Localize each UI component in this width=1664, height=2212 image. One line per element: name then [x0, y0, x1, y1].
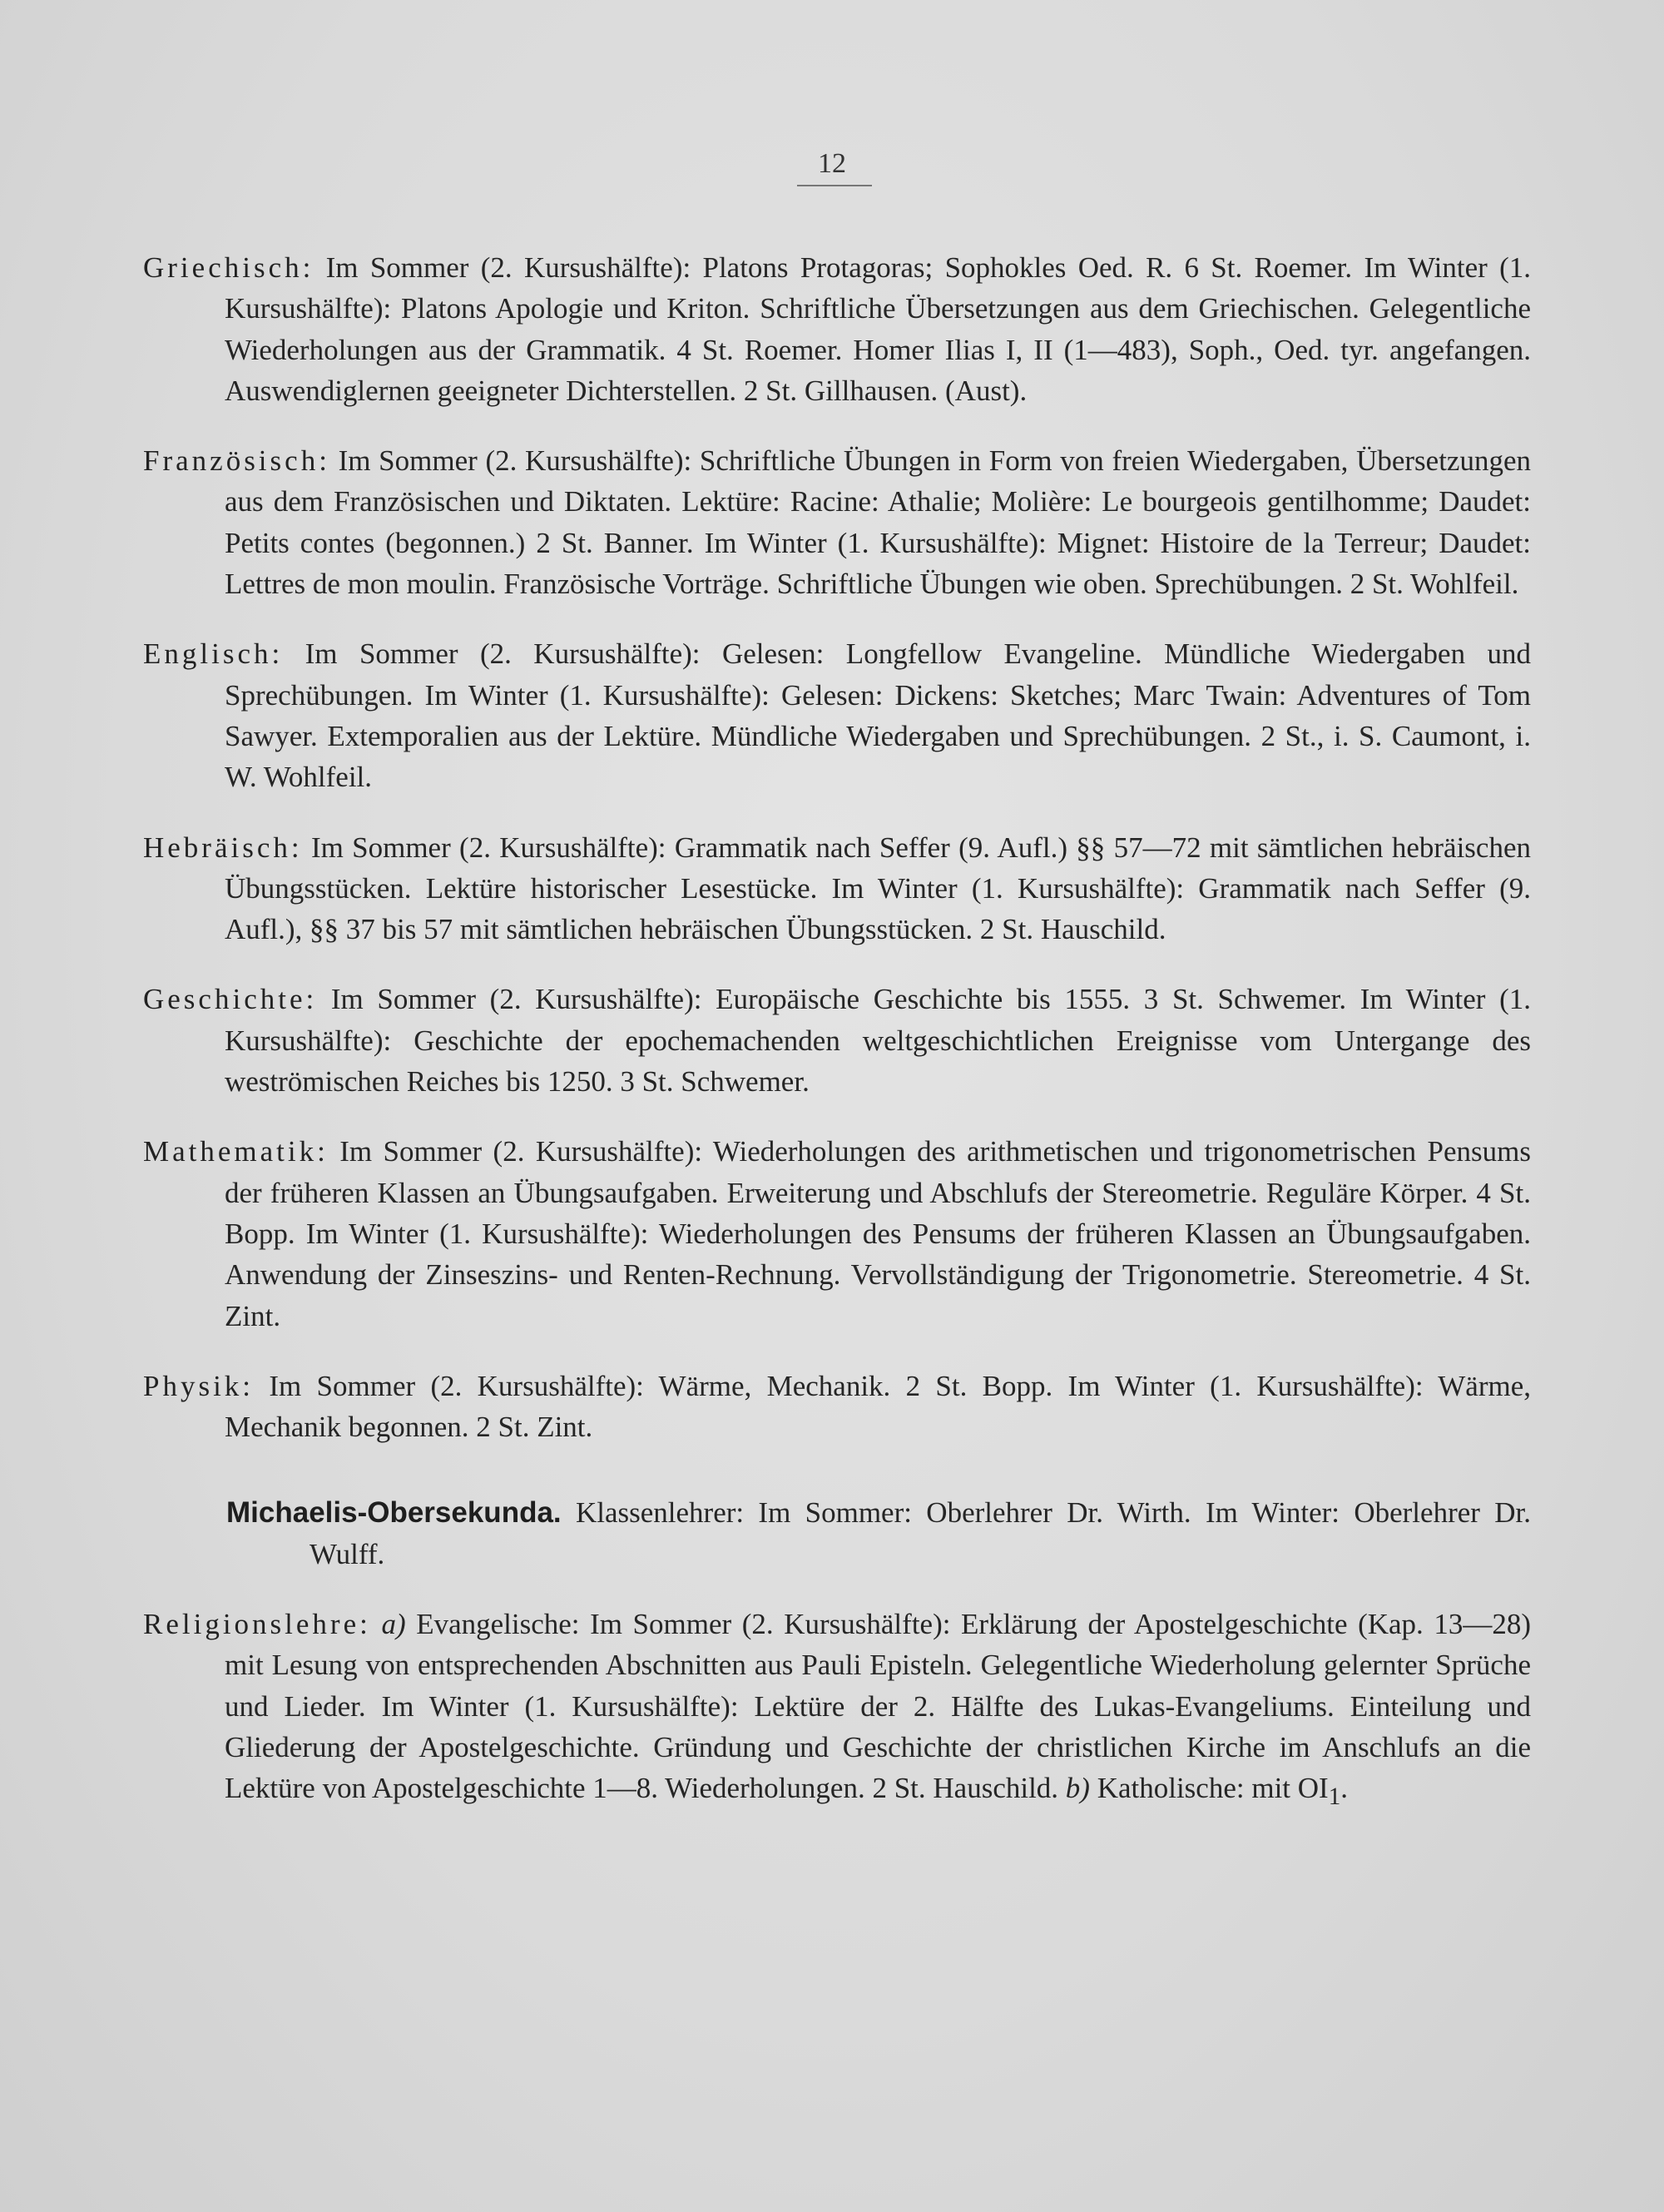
subject-heading: Hebräisch: — [143, 831, 303, 864]
page-content — [143, 218, 1531, 1837]
section-physik — [143, 1366, 1531, 1448]
section-text: Im Sommer (2. Kursushälfte): Europäische Geschichte bis 1555. 3 St. Schwemer. Im Winter (1. Kursushälfte): Geschichte der epochemachenden weltgeschichtlichen Ereignisse vom Untergange des weströmischen Reiches bis 1250. 3 St. Schwemer. — [225, 983, 1531, 1099]
section-englisch — [143, 633, 1531, 797]
page-number: 12 — [818, 148, 846, 179]
item-label-a: a) — [381, 1608, 406, 1641]
class-title: Michaelis-Obersekunda. — [226, 1496, 562, 1530]
subject-heading: Geschichte: — [143, 983, 318, 1016]
final-period: . — [1340, 1772, 1349, 1805]
class-heading — [143, 1492, 1531, 1575]
subject-heading: Mathematik: — [143, 1135, 329, 1168]
subject-heading: Religionslehre: — [143, 1608, 371, 1641]
section-geschichte — [143, 979, 1531, 1102]
section-text: Im Sommer (2. Kursushälfte): Wiederholungen des arithmetischen und trigonometrischen Pensums der früheren Klassen an Übungsaufgaben. Erweiterung und Abschlufs der Stereometrie. Reguläre Körper. 4 St. Bopp. Im Winter (1. Kursushälfte): Wiederholungen des Pensums der früheren Klassen an Übungsaufgaben. Anwendung der Zinseszins- und Renten-Rechnung. Vervollständigung der Trigonometrie. Stereometrie. 4 St. Zint. — [225, 1135, 1531, 1332]
item-label-b: b) — [1065, 1772, 1090, 1805]
section-text: Im Sommer (2. Kursushälfte): Schriftliche Übungen in Form von freien Wiedergaben, Übersetzungen aus dem Französischen und Diktaten. Lektüre: Racine: Athalie; Molière: Le bourgeois gentilhomme; Daudet: Petits contes (begonnen.) 2 St. Banner. Im Winter (1. Kursushälfte): Mignet: Histoire de la Terreur; Daudet: Lettres de mon moulin. Französische Vorträge. Schriftliche Übungen wie oben. Sprechübungen. 2 St. Wohlfeil. — [225, 444, 1531, 601]
section-text: Im Sommer (2. Kursushälfte): Grammatik nach Seffer (9. Aufl.) §§ 57—72 mit sämtlichen hebräischen Übungsstücken. Lektüre historischer Lesestücke. Im Winter (1. Kursushälfte): Grammatik nach Seffer (9. Aufl.), §§ 37 bis 57 mit sämtlichen hebräischen Übungsstücken. 2 St. Hauschild. — [225, 831, 1532, 946]
subject-heading: Physik: — [143, 1369, 255, 1402]
section-mathematik — [143, 1131, 1531, 1336]
page-number-rule — [797, 185, 872, 186]
subscript: 1 — [1328, 1783, 1341, 1811]
section-text: Im Sommer (2. Kursushälfte): Wärme, Mechanik. 2 St. Bopp. Im Winter (1. Kursushälfte): Wärme, Mechanik begonnen. 2 St. Zint. — [225, 1369, 1532, 1444]
section-text: Im Sommer (2. Kursushälfte): Platons Protagoras; Sophokles Oed. R. 6 St. Roemer. Im Winter (1. Kursushälfte): Platons Apologie und Kriton. Schriftliche Übersetzungen aus dem Griechischen. Gelegentliche Wiederholungen aus der Grammatik. 4 St. Roemer. Homer Ilias I, II (1—483), Soph., Oed. tyr. angefangen. Auswendiglernen geeigneter Dichterstellen. 2 St. Gillhausen. (Aust). — [225, 251, 1531, 407]
religion-katholisch-text: Katholische: mit OI — [1097, 1772, 1329, 1805]
subject-heading: Griechisch: — [143, 251, 314, 284]
subject-heading: Englisch: — [143, 637, 284, 671]
subject-heading: Französisch: — [143, 444, 330, 478]
section-franzoesisch — [143, 440, 1531, 604]
section-religionslehre — [143, 1604, 1531, 1818]
section-hebraeisch — [143, 827, 1531, 950]
section-text: Im Sommer (2. Kursushälfte): Gelesen: Longfellow Evangeline. Mündliche Wiedergaben und Sprechübungen. Im Winter (1. Kursushälfte): Gelesen: Dickens: Sketches; Marc Twain: Adventures of Tom Sawyer. Extemporalien aus der Lektüre. Mündliche Wiedergaben und Sprechübungen. 2 St., i. S. Caumont, i. W. Wohlfeil. — [225, 637, 1531, 794]
section-griechisch — [143, 247, 1531, 411]
religion-evangelisch-text: Evangelische: Im Sommer (2. Kursushälfte): Erklärung der Apostelgeschichte (Kap. 13—28) mit Lesung von entsprechenden Abschnitten aus Pauli Episteln. Gelegentliche Wiederholung gelernter Sprüche und Lieder. Im Winter (1. Kursushälfte): Lektüre der 2. Hälfte des Lukas-Evangeliums. Einteilung und Gliederung der Apostelgeschichte. Gründung und Geschichte der christlichen Kirche im Anschlufs an die Lektüre von Apostelgeschichte 1—8. Wiederholungen. 2 St. Hauschild. — [225, 1608, 1532, 1805]
class-teacher-text: Klassenlehrer: Im Sommer: Oberlehrer Dr. Wirth. Im Winter: Oberlehrer Dr. Wulff. — [310, 1496, 1531, 1570]
